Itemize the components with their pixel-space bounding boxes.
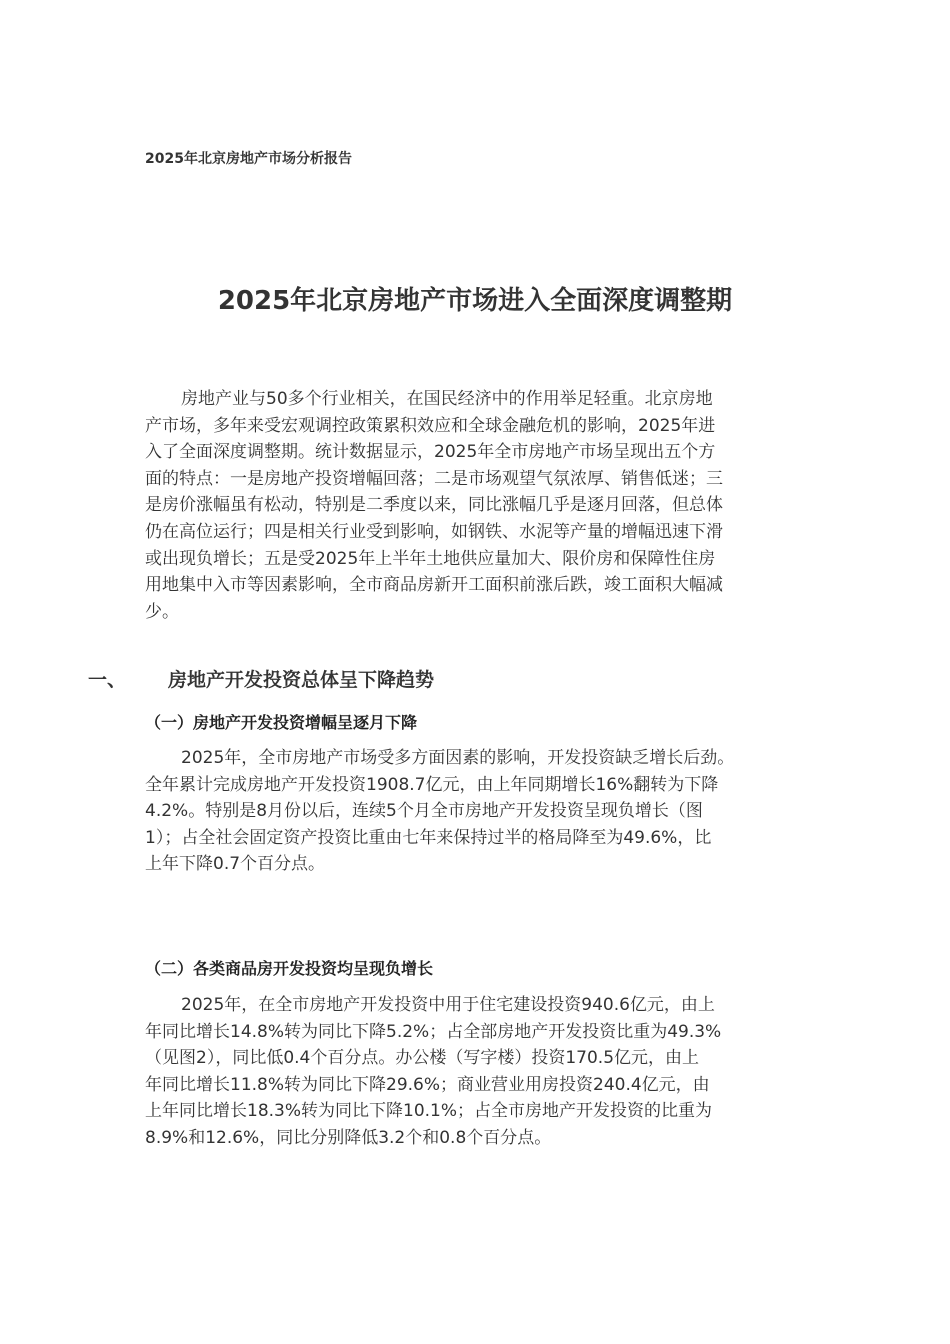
section-title: 房地产开发投资总体呈下降趋势: [168, 669, 435, 691]
section-number: 一、: [88, 669, 127, 691]
paragraph-line: 用地集中入市等因素影响，全市商品房新开工面积前涨后跌，竣工面积大幅减: [145, 575, 723, 596]
section-heading: [88, 665, 434, 692]
subsection-heading: （二）各类商品房开发投资均呈现负增长: [145, 959, 434, 978]
paragraph-line: 产市场，多年来受宏观调控政策累积效应和全球金融危机的影响，2025年进: [145, 415, 716, 436]
paragraph-line: 上年同比增长18.3%转为同比下降10.1%；占全市房地产开发投资的比重为: [145, 1101, 713, 1122]
paragraph-line: 2025年，在全市房地产开发投资中用于住宅建设投资940.6亿元，由上: [181, 995, 715, 1015]
paragraph-line: 年同比增长11.8%转为同比下降29.6%；商业营业用房投资240.4亿元，由: [145, 1074, 710, 1095]
paragraph-line: 仍在高位运行；四是相关行业受到影响，如钢铁、水泥等产量的增幅迅速下滑: [145, 521, 723, 542]
paragraph-line: （见图2），同比低0.4个百分点。办公楼（写字楼）投资170.5亿元，由上: [145, 1048, 700, 1069]
paragraph-line: 少。: [145, 601, 179, 622]
paragraph-line: 或出现负增长；五是受2025年上半年土地供应量加大、限价房和保障性住房: [145, 548, 716, 569]
paragraph-line: 全年累计完成房地产开发投资1908.7亿元，由上年同期增长16%翻转为下降: [145, 774, 719, 795]
paragraph-line: 是房价涨幅虽有松动，特别是二季度以来，同比涨幅几乎是逐月回落，但总体: [145, 495, 723, 516]
intro-paragraph: [145, 386, 805, 625]
paragraph-line: 8.9%和12.6%，同比分别降低3.2个和0.8个百分点。: [145, 1127, 552, 1148]
subsection-heading: （一）房地产开发投资增幅呈逐月下降: [145, 713, 418, 732]
paragraph-line: 年同比增长14.8%转为同比下降5.2%；占全部房地产开发投资比重为49.3%: [145, 1021, 722, 1042]
paragraph-line: 上年下降0.7个百分点。: [145, 854, 326, 875]
subsection2-paragraph: [145, 992, 805, 1152]
paragraph-line: 1）；占全社会固定资产投资比重由七年来保持过半的格局降至为49.6%，比: [145, 827, 712, 848]
document-title: 2025年北京房地产市场进入全面深度调整期: [217, 286, 733, 316]
paragraph-line: 4.2%。特别是8月份以后，连续5个月全市房地产开发投资呈现负增长（图: [145, 801, 703, 822]
paragraph-line: 房地产业与50多个行业相关，在国民经济中的作用举足轻重。北京房地: [181, 389, 713, 409]
subsection1-paragraph: [145, 745, 805, 878]
document-header: 2025年北京房地产市场分析报告: [145, 151, 352, 167]
paragraph-line: 2025年，全市房地产市场受多方面因素的影响，开发投资缺乏增长后劲。: [181, 748, 735, 768]
paragraph-line: 入了全面深度调整期。统计数据显示，2025年全市房地产市场呈现出五个方: [145, 442, 716, 463]
paragraph-line: 面的特点：一是房地产投资增幅回落；二是市场观望气氛浓厚、销售低迷；三: [145, 468, 723, 489]
